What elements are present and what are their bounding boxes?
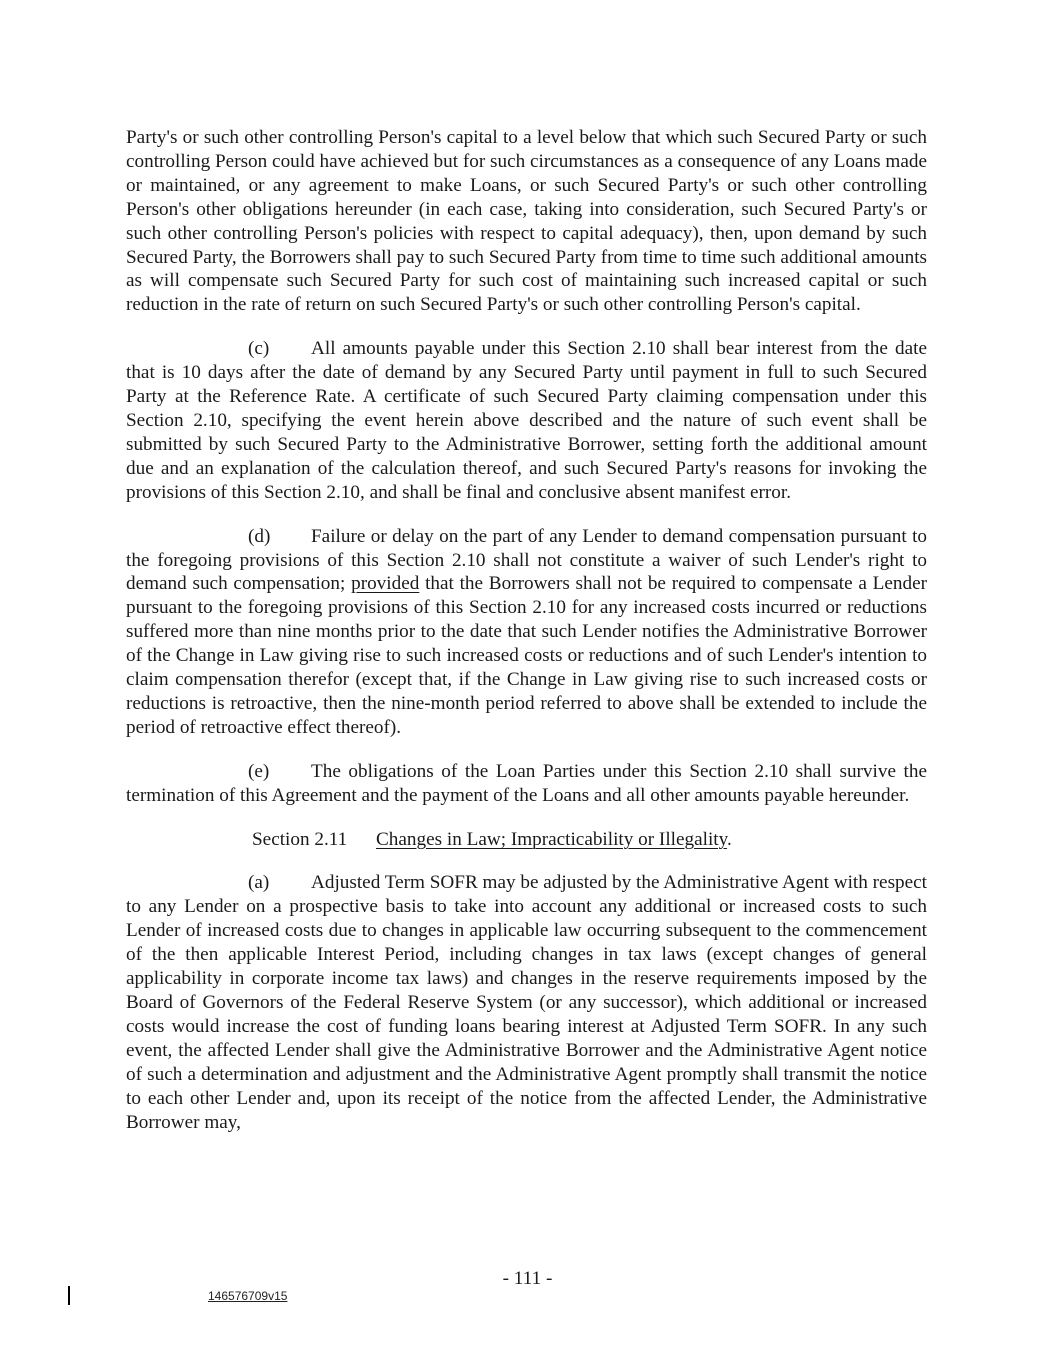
paragraph-e (126, 760, 927, 808)
document-body (126, 126, 927, 1134)
paragraph-a-label: (a) (248, 872, 270, 894)
section-heading-label: Section 2.11 (252, 828, 348, 850)
section-heading-title: Changes in Law; Impracticability or Illegality (376, 828, 727, 850)
paragraph-d-provided: provided (351, 573, 420, 595)
paragraph-d-text-before: Failure or delay on the part of any Lender to demand compensation pursuant to the foregoing provisions of this Section 2.10 shall not constitute a waiver of such Lender's right to demand such compensation; (126, 525, 927, 595)
paragraph-e-text: The obligations of the Loan Parties under this Section 2.10 shall survive the termination of this Agreement and the payment of the Loans and all other amounts payable hereunder. (126, 760, 927, 806)
paragraph-c (126, 337, 927, 504)
paragraph-e-label: (e) (248, 760, 270, 782)
revision-margin-bar (68, 1286, 70, 1305)
paragraph-c-label: (c) (248, 338, 270, 360)
paragraph-d-text-after: that the Borrowers shall not be required to compensate a Lender pursuant to the foregoing provisions of this Section 2.10 for any increased costs incurred or reductions suffered more than nine months prior to the date that such Lender notifies the Administrative Borrower of the Change in Law giving rise to such increased costs or reductions and of such Lender's intention to claim compensation therefor (except that, if the Change in Law giving rise to such increased costs or reductions is retroactive, then the nine-month period referred to above shall be extended to include the period of retroactive effect thereof). (126, 573, 927, 738)
section-heading-period: . (726, 828, 732, 850)
document-id: 146576709v15 (208, 1289, 288, 1303)
page-number: - 111 - (502, 1268, 553, 1289)
paragraph-b-continued: Party's or such other controlling Person's capital to a level below that which such Secured Party or such controlling Person could have achieved but for such circumstances as a consequence of any Loans made or maintained, or any agreement to make Loans, or such Secured Party's or such other controlling Person's other obligations hereunder (in each case, taking into consideration, such Secured Party's or such other controlling Person's policies with respect to capital adequacy), then, upon demand by such Secured Party, the Borrowers shall pay to such Secured Party from time to time such additional amounts as will compensate such Secured Party for such cost of maintaining such increased capital or such reduction in the rate of return on such Secured Party's or such other controlling Person's capital. (126, 127, 927, 316)
paragraph-d (126, 525, 927, 740)
section-heading (126, 828, 927, 852)
paragraph-a-text: Adjusted Term SOFR may be adjusted by the Administrative Agent with respect to any Lender on a prospective basis to take into account any additional or increased costs to such Lender of increased costs due to changes in applicable law occurring subsequent to the commencement of the then applicable Interest Period, including changes in tax laws (except changes of general applicability in corporate income tax laws) and changes in the reserve requirements imposed by the Board of Governors of the Federal Reserve System (or any successor), which additional or increased costs would increase the cost of funding loans bearing interest at Adjusted Term SOFR. In any such event, the affected Lender shall give the Administrative Borrower and the Administrative Agent notice of such a determination and adjustment and the Administrative Agent promptly shall transmit the notice to each other Lender and, upon its receipt of the notice from the affected Lender, the Administrative Borrower may, (126, 872, 927, 1133)
paragraph-c-text: All amounts payable under this Section 2.10 shall bear interest from the date that is 10 days after the date of demand by any Secured Party until payment in full to such Secured Party at the Reference Rate. A certificate of such Secured Party claiming compensation under this Section 2.10, specifying the event herein above described and the nature of such event shall be submitted by such Secured Party to the Administrative Borrower, setting forth the additional amount due and an explanation of the calculation thereof, and such Secured Party's reasons for invoking the provisions of this Section 2.10, and shall be final and conclusive absent manifest error. (126, 338, 927, 503)
paragraph-d-label: (d) (248, 525, 271, 547)
paragraph-a (126, 871, 927, 1134)
